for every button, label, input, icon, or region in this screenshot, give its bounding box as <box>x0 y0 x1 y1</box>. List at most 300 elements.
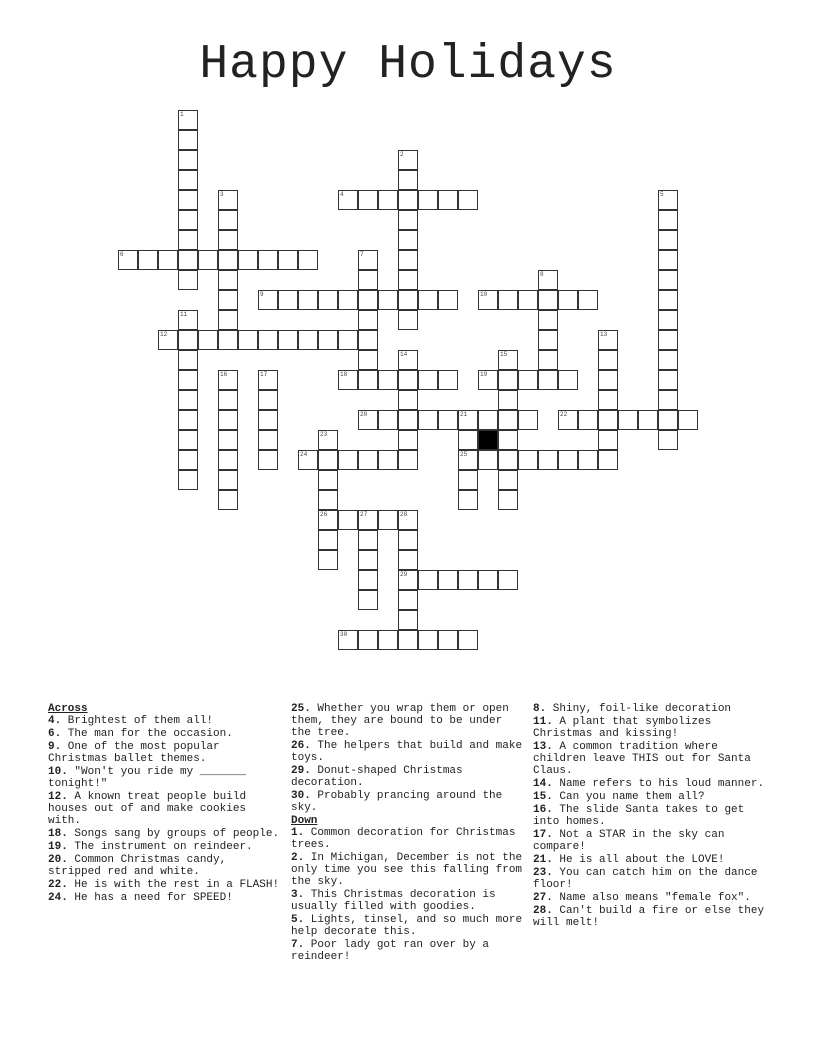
grid-cell[interactable] <box>538 370 558 390</box>
grid-cell[interactable] <box>378 190 398 210</box>
grid-cell[interactable] <box>358 330 378 350</box>
clue-number: 8 <box>540 271 544 278</box>
grid-cell[interactable] <box>358 350 378 370</box>
grid-cell[interactable] <box>538 270 558 290</box>
grid-cell[interactable] <box>518 450 538 470</box>
clue-number: 26. <box>291 740 311 752</box>
grid-cell[interactable] <box>318 470 338 490</box>
clue-number: 12. <box>48 791 68 803</box>
grid-cell[interactable] <box>498 450 518 470</box>
grid-cell[interactable] <box>578 410 598 430</box>
grid-cell[interactable] <box>278 250 298 270</box>
grid-cell[interactable] <box>218 190 238 210</box>
grid-cell[interactable] <box>518 410 538 430</box>
grid-cell[interactable] <box>598 430 618 450</box>
grid-cell[interactable] <box>538 450 558 470</box>
grid-cell[interactable] <box>178 390 198 410</box>
grid-cell[interactable] <box>178 170 198 190</box>
clue-number: 4. <box>48 715 62 727</box>
grid-cell[interactable] <box>438 570 458 590</box>
grid-cell[interactable] <box>658 270 678 290</box>
grid-cell[interactable] <box>578 450 598 470</box>
clue-number: 17 <box>260 371 268 378</box>
grid-cell[interactable] <box>538 330 558 350</box>
grid-cell[interactable] <box>238 250 258 270</box>
grid-cell[interactable] <box>398 410 418 430</box>
grid-cell[interactable] <box>178 130 198 150</box>
clue-number: 10 <box>480 291 488 298</box>
clue-number: 19. <box>48 841 68 853</box>
grid-cell[interactable] <box>298 250 318 270</box>
clue-number: 4 <box>340 191 344 198</box>
grid-cell[interactable] <box>518 370 538 390</box>
grid-cell[interactable] <box>178 230 198 250</box>
clue-text: He is with the rest in a FLASH! <box>67 879 280 891</box>
clue-number: 18. <box>48 828 68 840</box>
grid-cell[interactable] <box>398 610 418 630</box>
clue-number: 21. <box>533 854 553 866</box>
grid-cell[interactable] <box>218 390 238 410</box>
grid-cell[interactable] <box>558 290 578 310</box>
grid-cell[interactable] <box>218 290 238 310</box>
grid-cell[interactable] <box>398 250 418 270</box>
grid-cell[interactable] <box>318 530 338 550</box>
clue-text: Common decoration for Christmas trees. <box>291 827 516 851</box>
clue-number: 28 <box>400 511 408 518</box>
grid-cell[interactable] <box>378 630 398 650</box>
grid-cell[interactable] <box>418 570 438 590</box>
clue-number: 15 <box>500 351 508 358</box>
grid-cell[interactable] <box>338 330 358 350</box>
grid-cell[interactable] <box>418 630 438 650</box>
clue-number: 13. <box>533 741 553 753</box>
grid-cell[interactable] <box>358 630 378 650</box>
grid-cell[interactable] <box>318 450 338 470</box>
grid-cell[interactable] <box>178 210 198 230</box>
clue-text: Brightest of them all! <box>61 715 214 727</box>
clue-number: 2 <box>400 151 404 158</box>
grid-cell[interactable] <box>178 450 198 470</box>
grid-cell[interactable] <box>218 330 238 350</box>
grid-cell[interactable] <box>278 330 298 350</box>
grid-cell[interactable] <box>318 550 338 570</box>
clue-text: Songs sang by groups of people. <box>67 828 280 840</box>
grid-cell[interactable] <box>418 190 438 210</box>
grid-cell[interactable] <box>498 430 518 450</box>
clue-number: 29 <box>400 571 408 578</box>
clue <box>291 939 523 963</box>
grid-cell[interactable] <box>438 190 458 210</box>
grid-cell[interactable] <box>338 290 358 310</box>
clues-column-3 <box>533 703 765 930</box>
clue-text: Donut-shaped Christmas decoration. <box>291 765 463 789</box>
grid-cell[interactable] <box>318 490 338 510</box>
grid-cell[interactable] <box>538 290 558 310</box>
grid-cell[interactable] <box>158 330 178 350</box>
grid-cell[interactable] <box>398 510 418 530</box>
grid-cell[interactable] <box>178 350 198 370</box>
clue <box>533 892 765 904</box>
grid-cell[interactable] <box>218 490 238 510</box>
grid-cell[interactable] <box>398 210 418 230</box>
clue-number: 27 <box>360 511 368 518</box>
clue-number: 18 <box>340 371 348 378</box>
clue-number: 20 <box>360 411 368 418</box>
grid-cell[interactable] <box>498 390 518 410</box>
grid-cell[interactable] <box>518 290 538 310</box>
grid-cell[interactable] <box>338 370 358 390</box>
clue <box>291 914 523 938</box>
clue <box>533 716 765 740</box>
grid-cell[interactable] <box>298 450 318 470</box>
grid-cell[interactable] <box>658 190 678 210</box>
clue-number: 9. <box>48 741 62 753</box>
grid-cell[interactable] <box>658 310 678 330</box>
grid-cell[interactable] <box>318 330 338 350</box>
clue <box>48 766 280 790</box>
clue <box>533 867 765 891</box>
clue-text: Shiny, foil-like decoration <box>546 703 732 715</box>
grid-cell[interactable] <box>398 530 418 550</box>
grid-cell[interactable] <box>318 290 338 310</box>
grid-cell[interactable] <box>298 290 318 310</box>
clue-number: 24 <box>300 451 308 458</box>
clue-number: 9 <box>260 291 264 298</box>
clue <box>48 728 280 740</box>
grid-cell[interactable] <box>218 410 238 430</box>
grid-cell[interactable] <box>658 350 678 370</box>
clue-text: He is all about the LOVE! <box>552 854 725 866</box>
grid-cell[interactable] <box>358 190 378 210</box>
clue <box>533 791 765 803</box>
clue-text: Probably prancing around the sky. <box>291 790 503 814</box>
clue-number: 5 <box>660 191 664 198</box>
grid-cell[interactable] <box>378 510 398 530</box>
grid-cell[interactable] <box>158 250 178 270</box>
clue-text: One of the most popular Christmas ballet themes. <box>48 741 220 765</box>
grid-cell[interactable] <box>358 370 378 390</box>
grid-cell[interactable] <box>498 370 518 390</box>
grid-cell[interactable] <box>218 250 238 270</box>
grid-cell[interactable] <box>258 450 278 470</box>
clue-number: 11. <box>533 716 553 728</box>
clue-text: In Michigan, December is not the only time you see this falling from the sky. <box>291 852 523 888</box>
grid-cell[interactable] <box>458 570 478 590</box>
grid-cell[interactable] <box>178 110 198 130</box>
grid-cell[interactable] <box>398 390 418 410</box>
clue-text: He has a need for SPEED! <box>67 892 233 904</box>
grid-cell[interactable] <box>638 410 658 430</box>
grid-cell[interactable] <box>358 310 378 330</box>
grid-cell[interactable] <box>358 570 378 590</box>
grid-cell[interactable] <box>218 230 238 250</box>
grid-cell[interactable] <box>458 470 478 490</box>
grid-cell[interactable] <box>238 330 258 350</box>
clue-number: 22 <box>560 411 568 418</box>
grid-cell[interactable] <box>438 370 458 390</box>
grid-cell[interactable] <box>398 630 418 650</box>
clue-text: Can you name them all? <box>552 791 705 803</box>
grid-cell[interactable] <box>438 290 458 310</box>
grid-cell[interactable] <box>658 210 678 230</box>
grid-cell[interactable] <box>398 590 418 610</box>
clue-number: 6 <box>120 251 124 258</box>
clue-number: 26 <box>320 511 328 518</box>
clue-text: The instrument on reindeer. <box>67 841 253 853</box>
grid-cell[interactable] <box>398 150 418 170</box>
clue-number: 21 <box>460 411 468 418</box>
clue-number: 25. <box>291 703 311 715</box>
grid-cell[interactable] <box>178 470 198 490</box>
grid-cell[interactable] <box>438 630 458 650</box>
grid-cell[interactable] <box>658 290 678 310</box>
clue-number: 24. <box>48 892 68 904</box>
clue <box>533 829 765 853</box>
grid-cell[interactable] <box>498 470 518 490</box>
grid-cell[interactable] <box>358 530 378 550</box>
grid-cell[interactable] <box>358 410 378 430</box>
grid-cell[interactable] <box>178 410 198 430</box>
grid-cell[interactable] <box>178 370 198 390</box>
clue-number: 30 <box>340 631 348 638</box>
grid-cell[interactable] <box>358 450 378 470</box>
grid-cell[interactable] <box>418 290 438 310</box>
clue-number: 15. <box>533 791 553 803</box>
grid-cell[interactable] <box>398 370 418 390</box>
clue <box>533 854 765 866</box>
grid-cell[interactable] <box>378 410 398 430</box>
clue <box>291 827 523 851</box>
clue-text: "Won't you ride my _______ tonight!" <box>48 766 247 790</box>
grid-cell[interactable] <box>598 410 618 430</box>
grid-cell[interactable] <box>478 290 498 310</box>
clue-text: The man for the occasion. <box>61 728 233 740</box>
grid-cell[interactable] <box>338 450 358 470</box>
grid-cell[interactable] <box>138 250 158 270</box>
grid-cell[interactable] <box>658 370 678 390</box>
clue-number: 29. <box>291 765 311 777</box>
clues-column-1 <box>48 703 280 905</box>
grid-cell[interactable] <box>398 170 418 190</box>
grid-cell[interactable] <box>338 630 358 650</box>
clue <box>48 854 280 878</box>
grid-cell[interactable] <box>178 330 198 350</box>
black-square <box>478 430 498 450</box>
grid-cell[interactable] <box>478 370 498 390</box>
grid-cell[interactable] <box>658 410 678 430</box>
clue-number: 1. <box>291 827 305 839</box>
grid-cell[interactable] <box>458 490 478 510</box>
clue-number: 16. <box>533 804 553 816</box>
grid-cell[interactable] <box>418 410 438 430</box>
clue-number: 12 <box>160 331 168 338</box>
grid-cell[interactable] <box>598 370 618 390</box>
clue-number: 6. <box>48 728 62 740</box>
grid-cell[interactable] <box>178 190 198 210</box>
grid-cell[interactable] <box>658 330 678 350</box>
grid-cell[interactable] <box>598 350 618 370</box>
clue-number: 20. <box>48 854 68 866</box>
grid-cell[interactable] <box>598 330 618 350</box>
grid-cell[interactable] <box>458 190 478 210</box>
clue <box>533 703 765 715</box>
clue-text: The helpers that build and make toys. <box>291 740 523 764</box>
grid-cell[interactable] <box>498 350 518 370</box>
grid-cell[interactable] <box>318 430 338 450</box>
grid-cell[interactable] <box>658 230 678 250</box>
grid-cell[interactable] <box>218 470 238 490</box>
clue-number: 19 <box>480 371 488 378</box>
grid-cell[interactable] <box>178 430 198 450</box>
grid-cell[interactable] <box>458 430 478 450</box>
clue <box>48 879 280 891</box>
grid-cell[interactable] <box>418 370 438 390</box>
grid-cell[interactable] <box>318 510 338 530</box>
clue-number: 7 <box>360 251 364 258</box>
grid-cell[interactable] <box>118 250 138 270</box>
clue <box>291 765 523 789</box>
grid-cell[interactable] <box>478 450 498 470</box>
clue-number: 7. <box>291 939 305 951</box>
grid-cell[interactable] <box>258 390 278 410</box>
grid-cell[interactable] <box>398 550 418 570</box>
grid-cell[interactable] <box>178 270 198 290</box>
clue-text: A plant that symbolizes Christmas and kissing! <box>533 716 712 740</box>
clue <box>48 841 280 853</box>
grid-cell[interactable] <box>218 370 238 390</box>
clue-number: 17. <box>533 829 553 841</box>
grid-cell[interactable] <box>658 250 678 270</box>
clue-number: 14 <box>400 351 408 358</box>
clue <box>48 791 280 827</box>
clue <box>48 741 280 765</box>
grid-cell[interactable] <box>298 330 318 350</box>
grid-cell[interactable] <box>478 410 498 430</box>
grid-cell[interactable] <box>458 630 478 650</box>
grid-cell[interactable] <box>378 450 398 470</box>
grid-cell[interactable] <box>498 490 518 510</box>
clue-number: 30. <box>291 790 311 802</box>
grid-cell[interactable] <box>458 450 478 470</box>
grid-cell[interactable] <box>258 430 278 450</box>
clue-number: 22. <box>48 879 68 891</box>
grid-cell[interactable] <box>258 290 278 310</box>
grid-cell[interactable] <box>398 270 418 290</box>
grid-cell[interactable] <box>598 450 618 470</box>
grid-cell[interactable] <box>498 410 518 430</box>
grid-cell[interactable] <box>558 370 578 390</box>
grid-cell[interactable] <box>398 230 418 250</box>
clue <box>291 740 523 764</box>
clue-number: 23 <box>320 431 328 438</box>
grid-cell[interactable] <box>538 350 558 370</box>
grid-cell[interactable] <box>218 310 238 330</box>
clue-number: 14. <box>533 778 553 790</box>
grid-cell[interactable] <box>398 450 418 470</box>
clue-text: Can't build a fire or else they will melt! <box>533 905 765 929</box>
grid-cell[interactable] <box>398 570 418 590</box>
clues-heading-across: Across <box>48 703 88 715</box>
clue-text: Not a STAR in the sky can compare! <box>533 829 725 853</box>
clue <box>533 741 765 777</box>
grid-cell[interactable] <box>378 290 398 310</box>
clue-text: This Christmas decoration is usually filled with goodies. <box>291 889 496 913</box>
grid-cell[interactable] <box>218 430 238 450</box>
clue-number: 5. <box>291 914 305 926</box>
clue-text: Poor lady got ran over by a reindeer! <box>291 939 490 963</box>
clue-text: Whether you wrap them or open them, they are bound to be under the tree. <box>291 703 509 739</box>
grid-cell[interactable] <box>458 410 478 430</box>
clues-column-2 <box>291 703 523 964</box>
grid-cell[interactable] <box>578 290 598 310</box>
clue <box>48 892 280 904</box>
clue-text: Common Christmas candy, stripped red and white. <box>48 854 227 878</box>
grid-cell[interactable] <box>598 390 618 410</box>
grid-cell[interactable] <box>558 450 578 470</box>
grid-cell[interactable] <box>658 430 678 450</box>
grid-cell[interactable] <box>658 390 678 410</box>
grid-cell[interactable] <box>358 590 378 610</box>
clue <box>48 828 280 840</box>
clue <box>533 778 765 790</box>
grid-cell[interactable] <box>218 210 238 230</box>
grid-cell[interactable] <box>258 330 278 350</box>
grid-cell[interactable] <box>178 250 198 270</box>
grid-cell[interactable] <box>358 510 378 530</box>
grid-cell[interactable] <box>498 570 518 590</box>
grid-cell[interactable] <box>258 250 278 270</box>
grid-cell[interactable] <box>258 410 278 430</box>
grid-cell[interactable] <box>338 510 358 530</box>
grid-cell[interactable] <box>618 410 638 430</box>
grid-cell[interactable] <box>258 370 278 390</box>
grid-cell[interactable] <box>398 290 418 310</box>
grid-cell[interactable] <box>558 410 578 430</box>
grid-cell[interactable] <box>218 450 238 470</box>
grid-cell[interactable] <box>378 370 398 390</box>
grid-cell[interactable] <box>398 310 418 330</box>
grid-cell[interactable] <box>538 310 558 330</box>
grid-cell[interactable] <box>338 190 358 210</box>
grid-cell[interactable] <box>478 570 498 590</box>
grid-cell[interactable] <box>278 290 298 310</box>
grid-cell[interactable] <box>358 270 378 290</box>
clue-text: Name refers to his loud manner. <box>552 778 765 790</box>
clue-text: The slide Santa takes to get into homes. <box>533 804 745 828</box>
grid-cell[interactable] <box>398 430 418 450</box>
clue <box>533 905 765 929</box>
clue-number: 11 <box>180 311 188 318</box>
grid-cell[interactable] <box>438 410 458 430</box>
grid-cell[interactable] <box>218 270 238 290</box>
grid-cell[interactable] <box>198 250 218 270</box>
grid-cell[interactable] <box>198 330 218 350</box>
clue-number: 1 <box>180 111 184 118</box>
grid-cell[interactable] <box>398 190 418 210</box>
grid-cell[interactable] <box>178 150 198 170</box>
clue-number: 13 <box>600 331 608 338</box>
grid-cell[interactable] <box>358 550 378 570</box>
grid-cell[interactable] <box>398 350 418 370</box>
grid-cell[interactable] <box>678 410 698 430</box>
grid-cell[interactable] <box>358 290 378 310</box>
grid-cell[interactable] <box>498 290 518 310</box>
clue-text: A common tradition where children leave THIS out for Santa Claus. <box>533 741 751 777</box>
grid-cell[interactable] <box>178 310 198 330</box>
grid-cell[interactable] <box>358 250 378 270</box>
clue <box>48 715 280 727</box>
clue-number: 27. <box>533 892 553 904</box>
